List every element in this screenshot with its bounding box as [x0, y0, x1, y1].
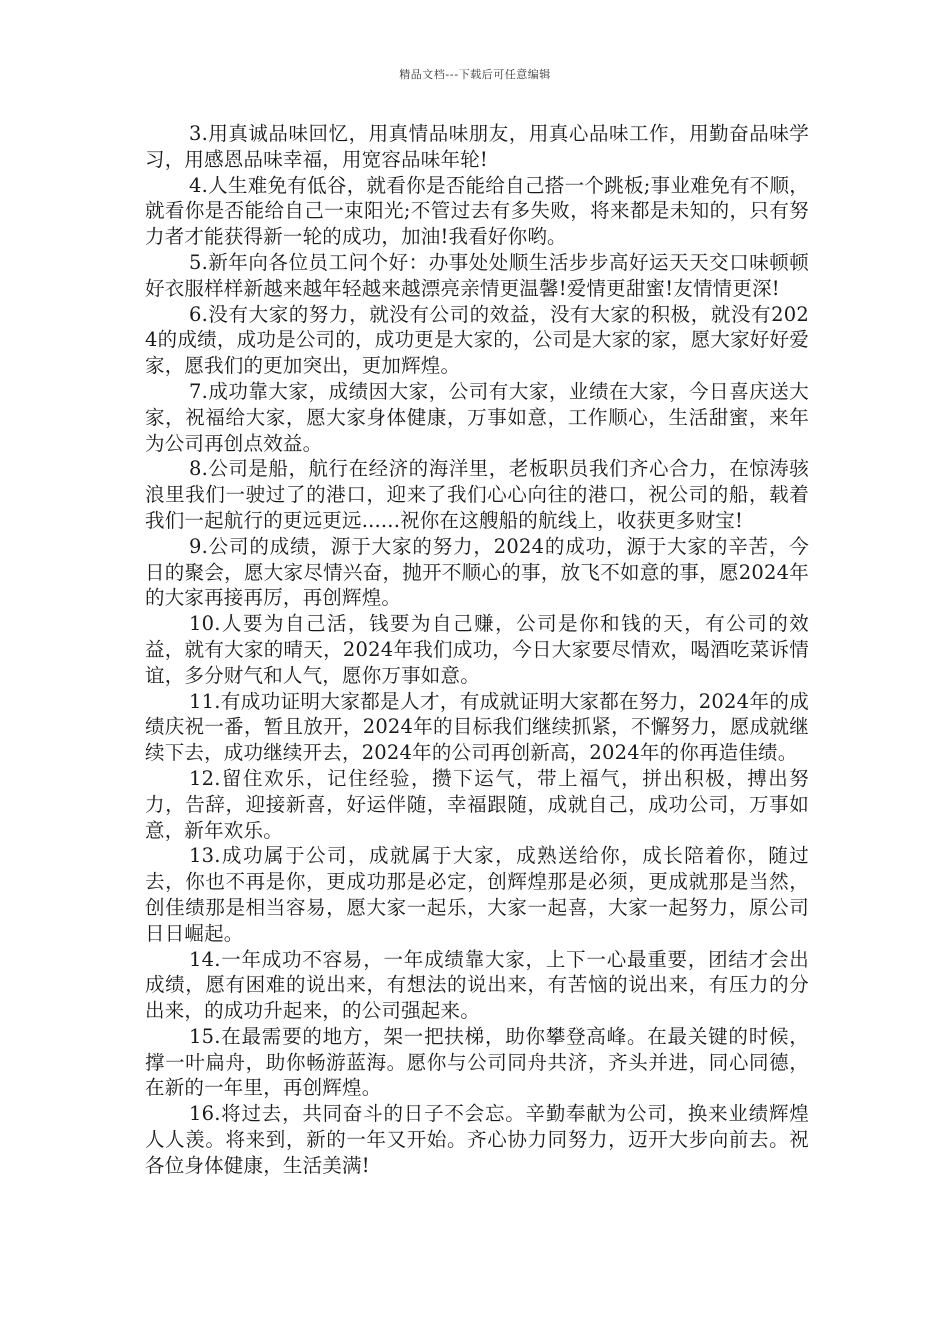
paragraph-16: 16.将过去，共同奋斗的日子不会忘。辛勤奉献为公司，换来业绩辉煌人人羡。将来到，新的一年又开始。齐心协力同努力，迈开大步向前去。祝各位身体健康，生活美满!: [145, 1102, 809, 1177]
paragraph-5: 5.新年向各位员工问个好：办事处处顺生活步步高好运天天交口味顿顿好衣服样样新越来越年轻越来越漂亮亲情更温馨!爱情更甜蜜!友情情更深!: [145, 250, 809, 300]
paragraph-12: 12.留住欢乐，记住经验，攒下运气，带上福气，拼出积极，搏出努力，告辞，迎接新喜，好运伴随，幸福跟随，成就自己，成功公司，万事如意，新年欢乐。: [145, 766, 809, 842]
paragraph-10: 10.人要为自己活，钱要为自己赚，公司是你和钱的天，有公司的效益，就有大家的晴天，2024年我们成功，今日大家要尽情欢，喝酒吃菜诉情谊，多分财气和人气，愿你万事如意。: [145, 612, 809, 687]
paragraph-6: 6.没有大家的努力，就没有公司的效益，没有大家的积极，就没有2024的成绩，成功是公司的，成功更是大家的，公司是大家的家，愿大家好好爱家，愿我们的更加突出，更加辉煌。: [145, 302, 809, 378]
document-body: [145, 121, 809, 1179]
paragraph-4: 4.人生难免有低谷，就看你是否能给自己搭一个跳板;事业难免有不顺，就看你是否能给自己一束阳光;不管过去有多失败，将来都是未知的，只有努力者才能获得新一轮的成功，加油!我看好你哟。: [145, 173, 809, 249]
paragraph-7: 7.成功靠大家，成绩因大家，公司有大家，业绩在大家，今日喜庆送大家，祝福给大家，愿大家身体健康，万事如意，工作顺心，生活甜蜜，来年为公司再创点效益。: [145, 379, 809, 455]
paragraph-11: 11.有成功证明大家都是人才，有成就证明大家都在努力，2024年的成绩庆祝一番，暂且放开，2024年的目标我们继续抓紧，不懈努力，愿成就继续下去，成功继续开去，2024年的公司再创新高，2024年的你再造佳绩。: [145, 689, 809, 765]
paragraph-14: 14.一年成功不容易，一年成绩靠大家，上下一心最重要，团结才会出成绩，愿有困难的说出来，有想法的说出来，有苦恼的说出来，有压力的分出来，的成功升起来，的公司强起来。: [145, 947, 809, 1023]
paragraph-3: 3.用真诚品味回忆，用真情品味朋友，用真心品味工作，用勤奋品味学习，用感恩品味幸福，用宽容品味年轮!: [145, 122, 809, 171]
page-header: 精品文档---下载后可任意编辑: [399, 68, 551, 81]
paragraph-8: 8.公司是船，航行在经济的海洋里，老板职员我们齐心合力，在惊涛骇浪里我们一驶过了的港口，迎来了我们心心向往的港口，祝公司的船，载着我们一起航行的更远更远......祝你在这艘船的航线上，收获更多财宝!: [145, 457, 809, 532]
paragraph-9: 9.公司的成绩，源于大家的努力，2024的成功，源于大家的辛苦，今日的聚会，愿大家尽情兴奋，抛开不顺心的事，放飞不如意的事，愿2024年的大家再接再厉，再创辉煌。: [145, 534, 809, 610]
paragraph-13: 13.成功属于公司，成就属于大家，成熟送给你，成长陪着你，随过去，你也不再是你，更成功那是必定，创辉煌那是必须，更成就那是当然，创佳绩那是相当容易，愿大家一起乐，大家一起喜，大家一起努力，原公司日日崛起。: [145, 844, 809, 945]
paragraph-15: 15.在最需要的地方，架一把扶梯，助你攀登高峰。在最关键的时候，撑一叶扁舟，助你畅游蓝海。愿你与公司同舟共济，齐头并进，同心同德，在新的一年里，再创辉煌。: [145, 1024, 809, 1100]
